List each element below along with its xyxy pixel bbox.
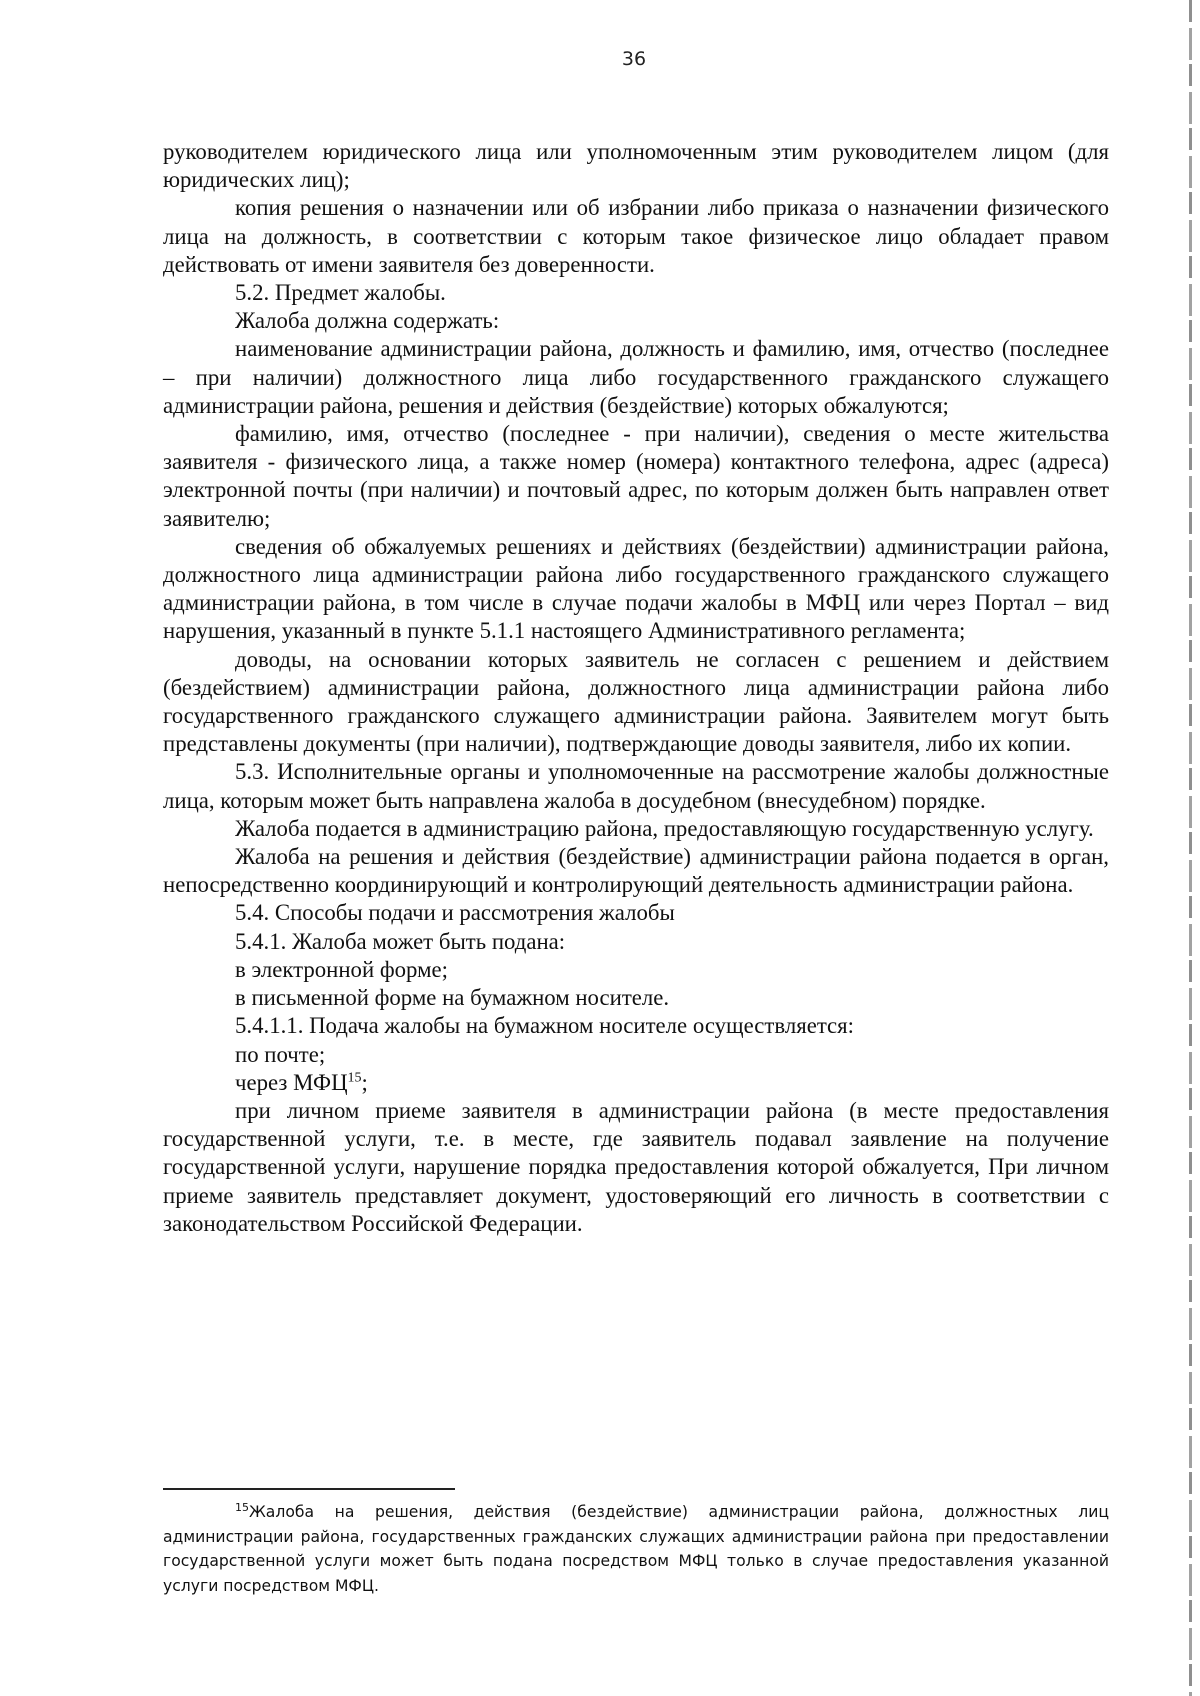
footnote xyxy=(163,1500,1109,1598)
list-item-text: через МФЦ xyxy=(235,1069,348,1095)
paragraph: доводы, на основании которых заявитель не согласен с решением и действием (бездействием) администрации района, должностного лица администрации района либо государственного гражданского служащего администрации района. Заявителем могут быть представлены документы (при наличии), подтверждающие доводы заявителя, либо их копии. xyxy=(163,646,1109,757)
list-item: по почте; xyxy=(235,1041,326,1067)
section-heading: 5.4. Способы подачи и рассмотрения жалобы xyxy=(235,900,675,926)
page-number: 36 xyxy=(621,48,647,70)
list-item xyxy=(163,1069,1109,1097)
paragraph: копия решения о назначении или об избрании либо приказа о назначении физического лица на должность, в соответствии с которым такое физическое лицо обладает правом действовать от имени заявителя без доверенности. xyxy=(163,195,1109,277)
paragraph: Жалоба на решения и действия (бездействие) администрации района подается в орган, непосредственно координирующий и контролирующий деятельность администрации района. xyxy=(163,844,1109,898)
paragraph: Жалоба должна содержать: xyxy=(235,308,500,334)
paragraph: фамилию, имя, отчество (последнее - при наличии), сведения о месте жительства заявителя - физического лица, а также номер (номера) контактного телефона, адрес (адреса) электронной почты (при наличии) и почтовый адрес, по которым должен быть направлен ответ заявителю; xyxy=(163,421,1109,531)
paragraph: при личном приеме заявителя в администрации района (в месте предоставления государственной услуги, т.е. в месте, где заявитель подавал заявление на получение государственной услуги, нарушение порядка предоставления которой обжалуется, При личном приеме заявитель представляет документ, удостоверяющий его личность в соответствии с законодательством Российской Федерации. xyxy=(163,1097,1109,1236)
list-item: в электронной форме; xyxy=(235,956,448,982)
section-heading: 5.2. Предмет жалобы. xyxy=(235,280,446,306)
list-item: в письменной форме на бумажном носителе. xyxy=(235,985,670,1011)
paragraph: наименование администрации района, должность и фамилию, имя, отчество (последнее – при наличии) должностного лица либо государственного гражданского служащего администрации района, решения и действия (бездействие) которых обжалуются; xyxy=(163,336,1109,418)
paragraph: Жалоба подается в администрацию района, предоставляющую государственную услугу. xyxy=(235,815,1094,841)
list-item-punctuation: ; xyxy=(361,1069,368,1095)
scan-edge-artifact xyxy=(1189,0,1192,1696)
footnote-reference[interactable]: 15 xyxy=(347,1070,362,1086)
section-heading: 5.4.1.1. Подача жалобы на бумажном носителе осуществляется: xyxy=(235,1013,854,1039)
paragraph: сведения об обжалуемых решениях и действиях (бездействии) администрации района, должностного лица администрации района либо государственного гражданского служащего администрации района, в том числе в случае подачи жалобы в МФЦ или через Портал – вид нарушения, указанный в пункте 5.1.1 настоящего Административного регламента; xyxy=(163,533,1109,644)
section-heading: 5.3. Исполнительные органы и уполномоченные на рассмотрение жалобы должностные лица, которым может быть направлена жалоба в досудебном (внесудебном) порядке. xyxy=(163,759,1109,813)
footnote-marker: 15 xyxy=(235,1500,249,1514)
section-heading: 5.4.1. Жалоба может быть подана: xyxy=(235,928,566,954)
footnote-text: Жалоба на решения, действия (бездействие) администрации района, должностных лиц администрации района, государственных гражданских служащих администрации района при предоставлении государственной услуги может быть подана посредством МФЦ только в случае предоставления указанной услуги посредством МФЦ. xyxy=(163,1503,1109,1595)
footnote-separator xyxy=(163,1488,455,1490)
document-body xyxy=(163,138,1109,1238)
paragraph: руководителем юридического лица или уполномоченным этим руководителем лицом (для юридических лиц); xyxy=(163,139,1109,193)
